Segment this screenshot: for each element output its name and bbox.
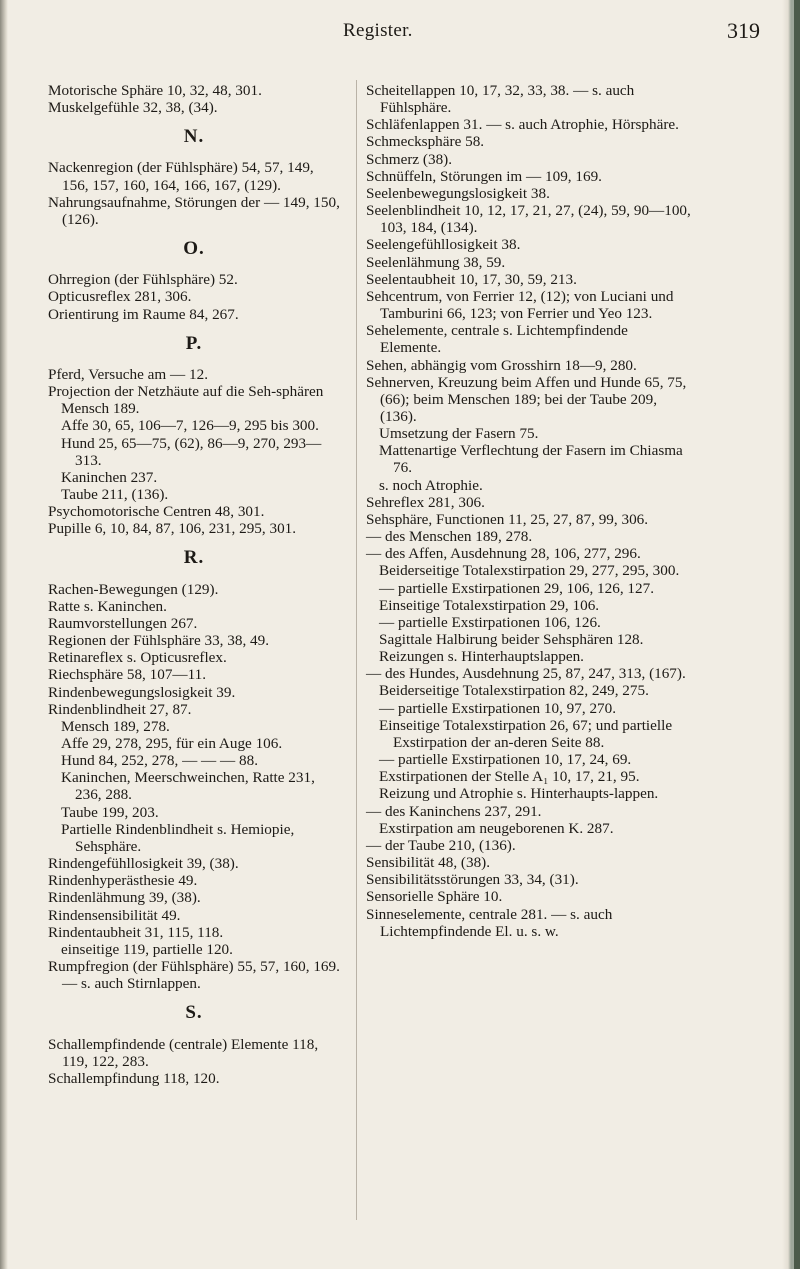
index-entry: — des Affen, Ausdehnung 28, 106, 277, 296. bbox=[366, 545, 641, 563]
index-entry: Opticusreflex 281, 306. bbox=[48, 288, 192, 306]
index-subentry: Einseitige Totalexstirpation 29, 106. bbox=[379, 596, 600, 614]
index-entry: Ratte s. Kaninchen. bbox=[48, 597, 167, 615]
index-subentry: Einseitige Totalexstirpation 26, 67; und partielle Exstirpation der an-deren Seite 88. bbox=[379, 716, 673, 751]
index-entry: Schallempfindende (centrale) Elemente 118, 119, 122, 283. bbox=[48, 1035, 319, 1070]
index-letter-heading: N. bbox=[183, 126, 205, 148]
index-entry: Ohrregion (der Fühlsphäre) 52. bbox=[48, 271, 238, 289]
index-entry: Rachen-Bewegungen (129). bbox=[48, 580, 219, 598]
index-entry: Nackenregion (der Fühlsphäre) 54, 57, 149, 156, 157, 160, 164, 166, 167, (129). bbox=[48, 159, 314, 194]
index-entry: Schmecksphäre 58. bbox=[366, 133, 485, 151]
index-letter-heading: P. bbox=[185, 332, 203, 354]
index-entry: Rindenblindheit 27, 87. bbox=[48, 700, 192, 718]
index-subentry: Taube 211, (136). bbox=[61, 485, 169, 503]
index-entry: Rindentaubheit 31, 115, 118. bbox=[48, 923, 224, 941]
index-entry: Seelengefühllosigkeit 38. bbox=[366, 236, 521, 254]
index-entry: Seelentaubheit 10, 17, 30, 59, 213. bbox=[366, 270, 577, 288]
index-entry: Sehreflex 281, 306. bbox=[366, 493, 485, 511]
index-subentry: Hund 25, 65—75, (62), 86—9, 270, 293—313. bbox=[61, 434, 322, 469]
index-entry: — des Kaninchens 237, 291. bbox=[366, 802, 542, 820]
index-subentry: s. noch Atrophie. bbox=[379, 476, 483, 494]
index-entry: Sehelemente, centrale s. Lichtempfindende Elemente. bbox=[366, 322, 628, 357]
index-subentry: Partielle Rindenblindheit s. Hemiopie, Sehsphäre. bbox=[61, 820, 295, 855]
index-entry: Schläfenlappen 31. — s. auch Atrophie, Hörsphäre. bbox=[366, 116, 679, 134]
index-subentry: Kaninchen, Meerschweinchen, Ratte 231, 236, 288. bbox=[61, 769, 315, 804]
index-entry: Rindengefühllosigkeit 39, (38). bbox=[48, 855, 239, 873]
index-entry: Sensorielle Sphäre 10. bbox=[366, 888, 503, 906]
index-letter-heading: S. bbox=[185, 1002, 203, 1024]
index-subentry: Reizungen s. Hinterhauptslappen. bbox=[379, 648, 584, 666]
index-entry: Schmerz (38). bbox=[366, 150, 453, 168]
index-letter-heading: R. bbox=[183, 547, 205, 569]
index-entry: Muskelgefühle 32, 38, (34). bbox=[48, 99, 218, 117]
index-entry: Nahrungsaufnahme, Störungen der — 149, 150, (126). bbox=[48, 193, 340, 228]
index-column-left bbox=[48, 82, 340, 1087]
index-subentry: Exstirpationen der Stelle A₁ 10, 17, 21, 95. bbox=[379, 768, 640, 786]
index-entry: Pferd, Versuche am — 12. bbox=[48, 365, 208, 383]
index-entry: Sinneselemente, centrale 281. — s. auch Lichtempfindende El. u. s. w. bbox=[366, 905, 613, 940]
index-entry: Sehsphäre, Functionen 11, 25, 27, 87, 99, 306. bbox=[366, 510, 649, 528]
index-entry: Scheitellappen 10, 17, 32, 33, 38. — s. auch Fühlsphäre. bbox=[366, 82, 635, 117]
index-subentry: — partielle Exstirpationen 10, 17, 24, 69. bbox=[379, 751, 632, 769]
index-subentry: Beiderseitige Totalexstirpation 29, 277, 295, 300. bbox=[379, 562, 680, 580]
index-subentry: Affe 30, 65, 106—7, 126—9, 295 bis 300. bbox=[61, 417, 319, 435]
index-subentry: Taube 199, 203. bbox=[61, 803, 159, 821]
index-subentry: Sagittale Halbirung beider Sehsphären 128. bbox=[379, 631, 644, 648]
index-entry: Riechsphäre 58, 107—11. bbox=[48, 666, 207, 684]
index-column-right bbox=[366, 82, 692, 940]
index-entry: Rindenbewegungslosigkeit 39. bbox=[48, 683, 236, 701]
index-entry: Rindenhyperästhesie 49. bbox=[48, 872, 198, 890]
index-subentry: Mensch 189. bbox=[61, 400, 140, 418]
index-entry: Sensibilität 48, (38). bbox=[366, 854, 491, 872]
index-subentry: Umsetzung der Fasern 75. bbox=[379, 425, 539, 443]
page-edge bbox=[782, 0, 800, 1269]
index-subentry: Mensch 189, 278. bbox=[61, 717, 170, 735]
index-subentry: Hund 84, 252, 278, — — — 88. bbox=[61, 752, 259, 770]
index-subentry: — partielle Exstirpationen 106, 126. bbox=[379, 613, 601, 631]
index-subentry: einseitige 119, partielle 120. bbox=[61, 940, 233, 958]
index-subentry: Affe 29, 278, 295, für ein Auge 106. bbox=[61, 735, 283, 752]
column-divider bbox=[356, 80, 357, 1220]
page-gutter-shadow bbox=[0, 0, 8, 1269]
index-entry: Schallempfindung 118, 120. bbox=[48, 1069, 220, 1087]
index-entry: Retinareflex s. Opticusreflex. bbox=[48, 649, 227, 667]
index-subentry: Exstirpation am neugeborenen K. 287. bbox=[379, 819, 614, 837]
index-entry: Seelenblindheit 10, 12, 17, 21, 27, (24), 59, 90—100, 103, 184, (134). bbox=[366, 202, 691, 237]
index-entry: Seelenlähmung 38, 59. bbox=[366, 253, 506, 271]
running-title: Register. bbox=[343, 20, 413, 41]
index-entry: Pupille 6, 10, 84, 87, 106, 231, 295, 301. bbox=[48, 520, 297, 538]
index-entry: Orientirung im Raume 84, 267. bbox=[48, 305, 239, 323]
index-entry: Sehnerven, Kreuzung beim Affen und Hunde 65, 75, (66); beim Menschen 189; bei der Taube 209, (136). bbox=[366, 373, 687, 425]
index-entry: Sehcentrum, von Ferrier 12, (12); von Luciani und Tamburini 66, 123; von Ferrier und Yeo 123. bbox=[366, 287, 674, 323]
index-entry: Motorische Sphäre 10, 32, 48, 301. bbox=[48, 82, 262, 99]
index-entry: — des Hundes, Ausdehnung 25, 87, 247, 313, (167). bbox=[366, 665, 686, 683]
index-entry: Projection der Netzhäute auf die Seh-sphären bbox=[48, 383, 324, 401]
index-letter-heading: O. bbox=[183, 238, 205, 260]
index-subentry: Beiderseitige Totalexstirpation 82, 249, 275. bbox=[379, 682, 649, 700]
index-entry: Sensibilitätsstörungen 33, 34, (31). bbox=[366, 871, 579, 889]
running-head bbox=[0, 10, 800, 42]
index-subentry: Reizung und Atrophie s. Hinterhaupts-lappen. bbox=[379, 785, 659, 803]
page-number: 319 bbox=[727, 18, 760, 43]
index-entry: Seelenbewegungslosigkeit 38. bbox=[366, 184, 550, 202]
index-entry: — des Menschen 189, 278. bbox=[366, 528, 533, 546]
index-subentry: — partielle Exstirpationen 29, 106, 126, 127. bbox=[379, 579, 655, 597]
index-subentry: Mattenartige Verflechtung der Fasern im Chiasma 76. bbox=[379, 442, 683, 477]
index-entry: Raumvorstellungen 267. bbox=[48, 614, 198, 632]
index-entry: Regionen der Fühlsphäre 33, 38, 49. bbox=[48, 632, 270, 650]
index-entry: Sehen, abhängig vom Grosshirn 18—9, 280. bbox=[366, 356, 637, 374]
index-entry: Rumpfregion (der Fühlsphäre) 55, 57, 160, 169. — s. auch Stirnlappen. bbox=[48, 958, 340, 993]
index-entry: — der Taube 210, (136). bbox=[366, 836, 516, 854]
index-entry: Rindenlähmung 39, (38). bbox=[48, 889, 201, 907]
index-entry: Psychomotorische Centren 48, 301. bbox=[48, 503, 265, 521]
index-subentry: Kaninchen 237. bbox=[61, 468, 158, 486]
index-subentry: — partielle Exstirpationen 10, 97, 270. bbox=[379, 699, 617, 717]
index-entry: Rindensensibilität 49. bbox=[48, 906, 181, 924]
index-entry: Schnüffeln, Störungen im — 109, 169. bbox=[366, 167, 602, 185]
